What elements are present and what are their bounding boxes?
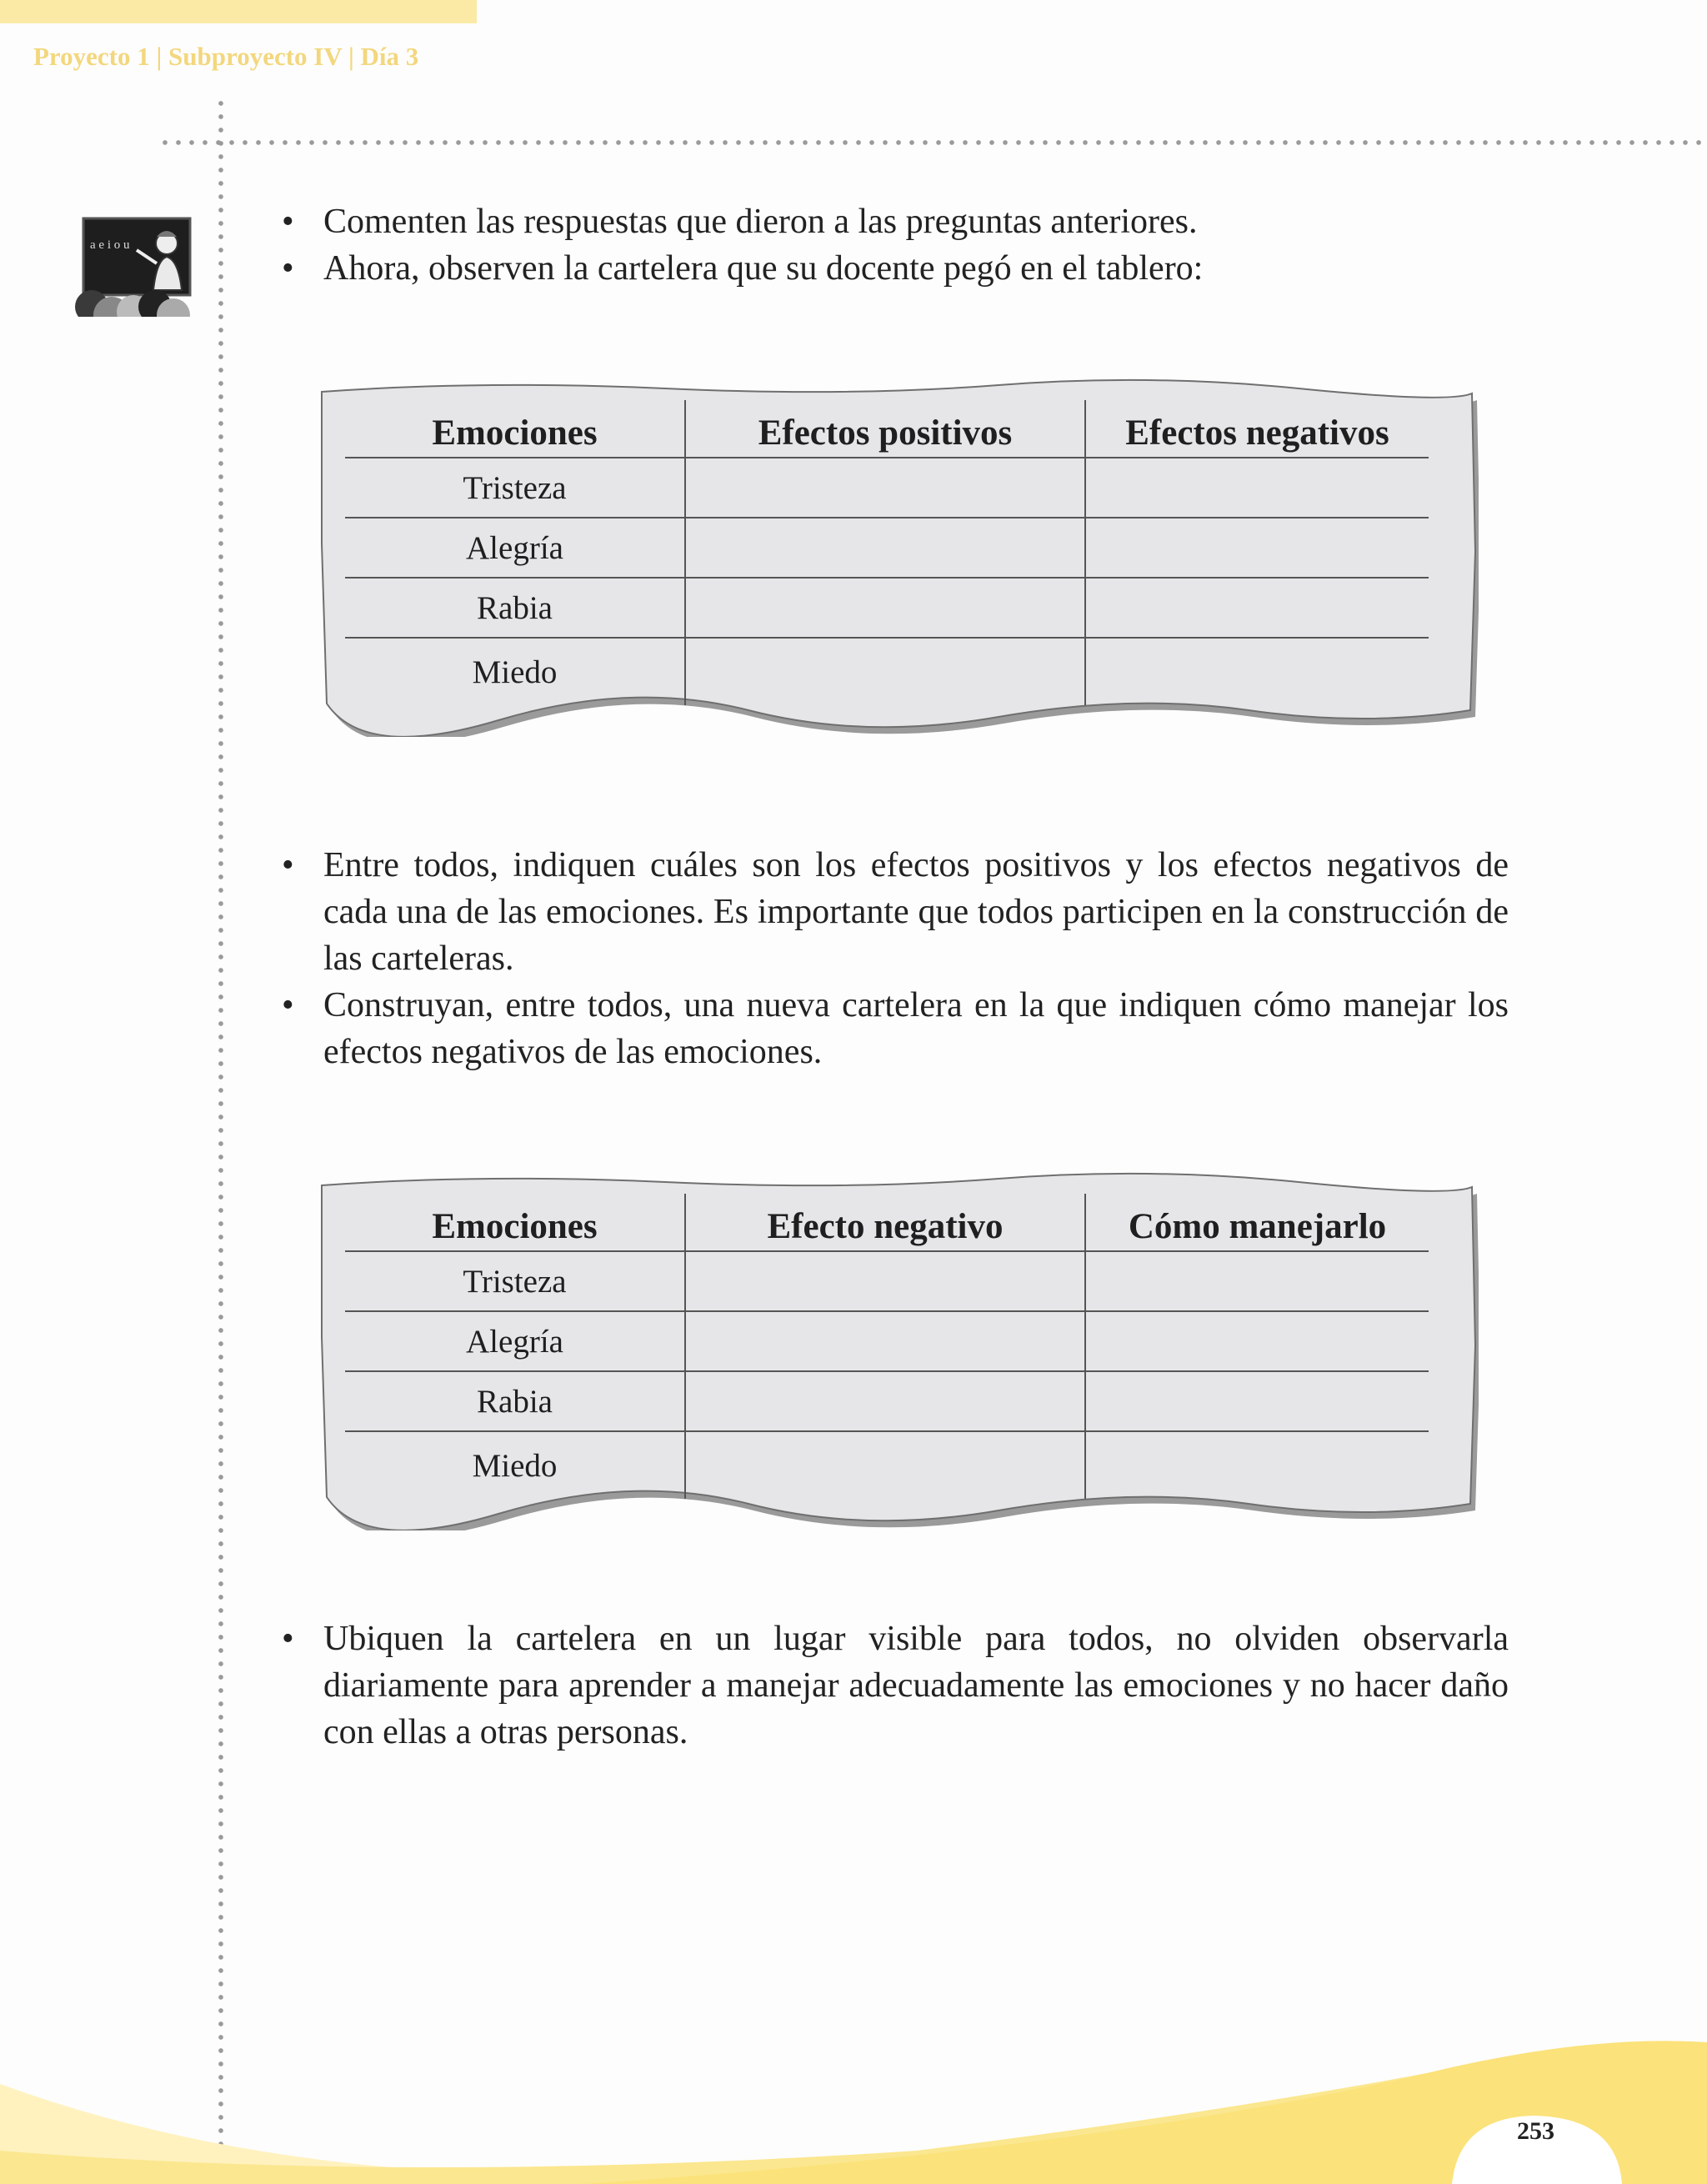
instructions-display-poster bbox=[282, 1615, 1509, 1756]
list-item: • Comenten las respuestas que dieron a las preguntas anteriores. bbox=[282, 203, 1198, 241]
empty-cell bbox=[1085, 1251, 1429, 1311]
table-row bbox=[345, 1431, 1429, 1499]
running-head: Proyecto 1 | Subproyecto IV | Día 3 bbox=[33, 42, 419, 71]
empty-cell bbox=[1085, 1431, 1429, 1499]
list-item: • Ubiquen la cartelera en un lugar visible para todos, no olviden observarla diariamente para aprender a manejar adecuadamente las emociones y no hacer daño con ellas a otras personas. bbox=[282, 1620, 1509, 1751]
poster-emotions-management bbox=[315, 1170, 1479, 1530]
empty-cell bbox=[685, 1371, 1085, 1431]
column-header: Emociones bbox=[345, 1194, 685, 1251]
table-row bbox=[345, 1311, 1429, 1371]
emotion-cell: Miedo bbox=[472, 1447, 558, 1484]
column-header: Efectos negativos bbox=[1085, 400, 1429, 458]
page-number: 253 bbox=[1517, 2117, 1554, 2145]
emotion-cell: Miedo bbox=[472, 654, 558, 690]
column-header: Emociones bbox=[345, 400, 685, 458]
emotion-cell: Tristeza bbox=[345, 458, 685, 518]
table-row bbox=[345, 578, 1429, 638]
table-row bbox=[345, 518, 1429, 578]
table-row bbox=[345, 458, 1429, 518]
empty-cell bbox=[1085, 1311, 1429, 1371]
table-row bbox=[345, 638, 1429, 705]
header-accent-bar bbox=[0, 0, 477, 23]
column-header: Efecto negativo bbox=[685, 1194, 1085, 1251]
empty-cell bbox=[1085, 1371, 1429, 1431]
instructions-build-posters bbox=[282, 842, 1509, 1075]
list-item: • Ahora, observen la cartelera que su docente pegó en el tablero: bbox=[282, 249, 1204, 288]
list-item: • Entre todos, indiquen cuáles son los efectos positivos y los efectos negativos de cada una de las emociones. Es importante que todos participen en la construcción de las carteleras. bbox=[282, 846, 1509, 978]
teacher-chalkboard-icon bbox=[73, 213, 197, 333]
empty-cell bbox=[685, 638, 1085, 705]
table-row bbox=[345, 1371, 1429, 1431]
emotion-cell: Tristeza bbox=[345, 1251, 685, 1311]
instructions-intro bbox=[282, 198, 1509, 292]
emotion-cell: Rabia bbox=[345, 578, 685, 638]
empty-cell bbox=[685, 1311, 1085, 1371]
empty-cell bbox=[1085, 578, 1429, 638]
empty-cell bbox=[685, 518, 1085, 578]
emotion-cell: Alegría bbox=[345, 518, 685, 578]
poster-emotions-effects bbox=[315, 377, 1479, 737]
empty-cell bbox=[685, 458, 1085, 518]
column-header: Efectos positivos bbox=[685, 400, 1085, 458]
table-row bbox=[345, 1251, 1429, 1311]
emotion-cell: Alegría bbox=[345, 1311, 685, 1371]
empty-cell bbox=[1085, 638, 1429, 705]
empty-cell bbox=[1085, 518, 1429, 578]
footer-wave-decoration bbox=[0, 1984, 1707, 2184]
board-text: a e i o u bbox=[90, 238, 130, 252]
column-header: Cómo manejarlo bbox=[1085, 1194, 1429, 1251]
emotions-effects-table bbox=[345, 400, 1429, 705]
emotion-cell: Rabia bbox=[345, 1371, 685, 1431]
empty-cell bbox=[1085, 458, 1429, 518]
dotted-divider-horizontal bbox=[158, 140, 1707, 145]
empty-cell bbox=[685, 578, 1085, 638]
empty-cell bbox=[685, 1251, 1085, 1311]
list-item: • Construyan, entre todos, una nueva cartelera en la que indiquen cómo manejar los efectos negativos de las emociones. bbox=[282, 986, 1509, 1071]
dotted-divider-vertical bbox=[218, 97, 223, 2184]
empty-cell bbox=[685, 1431, 1085, 1499]
emotions-management-table bbox=[345, 1194, 1429, 1499]
